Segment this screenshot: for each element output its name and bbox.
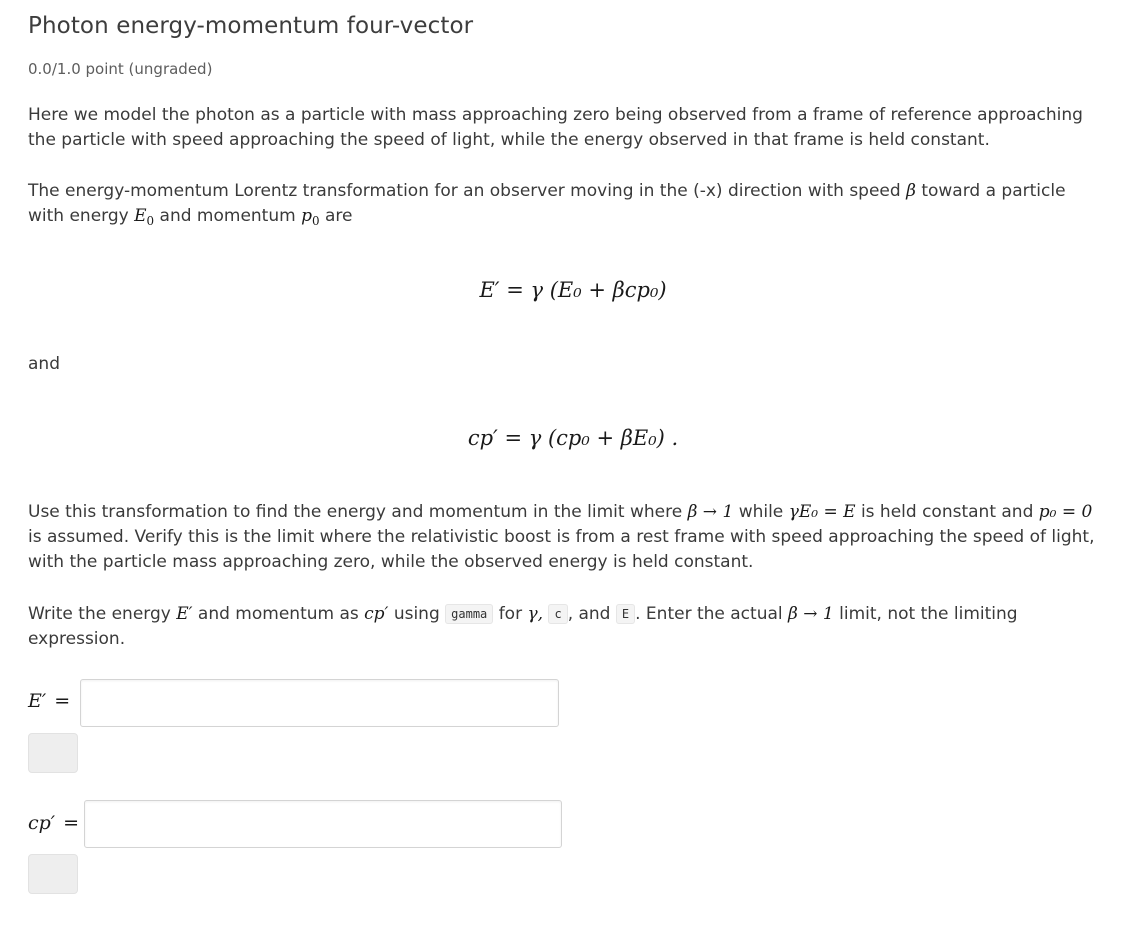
limit-text-2: while <box>738 502 784 522</box>
energy-check-button[interactable] <box>28 733 78 773</box>
instr-text-6: . Enter the actual <box>635 604 783 624</box>
transform-text-4: are <box>324 206 353 226</box>
limit-text-4: is assumed. Verify this is the limit where the relativistic boost is from a rest frame with speed approaching the speed of light, with the particle mass approaching zero, while the observed energy is held constant. <box>28 527 1095 572</box>
code-gamma: gamma <box>445 604 493 624</box>
instr-text-5: , and <box>567 604 611 624</box>
cp-prime-symbol: cp′ <box>364 604 389 624</box>
instr-text-3: using <box>393 604 440 624</box>
transform-paragraph <box>28 179 1103 234</box>
code-e: E <box>616 604 635 624</box>
momentum-answer-input[interactable] <box>84 800 562 848</box>
limit-paragraph <box>28 500 1103 575</box>
transform-text-1: The energy-momentum Lorentz transformation for an observer moving in the (-x) direction with speed <box>28 181 901 201</box>
p0-symbol: $p_0$ <box>301 206 320 228</box>
intro-paragraph: Here we model the photon as a particle with mass approaching zero being observed from a frame of reference approaching the particle with speed approaching the speed of light, while the energy observed in that frame is held constant. <box>28 105 1083 150</box>
gamma-symbol: γ, <box>527 604 544 624</box>
e-prime-symbol: E′ <box>176 604 193 624</box>
energy-answer-label: E′ = <box>28 690 71 712</box>
points-label: 0.0/1.0 point (ungraded) <box>28 60 213 78</box>
energy-answer-input[interactable] <box>80 679 559 727</box>
instr-text-1: Write the energy <box>28 604 171 624</box>
instr-text-4: for <box>498 604 523 624</box>
transform-text-2: toward a particle with energy <box>28 181 1066 226</box>
momentum-equation: cp′ = γ (cp₀ + βE₀) . <box>467 426 679 450</box>
problem-title: Photon energy-momentum four-vector <box>28 13 474 39</box>
instr-text-2: and momentum as <box>197 604 359 624</box>
e0-symbol: $E_0$ <box>134 206 155 228</box>
beta-limit-expr: β → 1 <box>687 502 734 522</box>
beta-symbol: β <box>906 181 916 201</box>
gamma-e-expr: γE₀ = E <box>788 502 856 522</box>
limit-text-3: is held constant and <box>860 502 1034 522</box>
energy-equation: E′ = γ (E₀ + βcp₀) <box>479 278 667 302</box>
momentum-answer-label: cp′ = <box>28 812 80 834</box>
code-c: c <box>548 604 567 624</box>
beta-limit-expr-2: β → 1 <box>788 604 834 624</box>
transform-text-3: and momentum <box>159 206 296 226</box>
and-label: and <box>28 354 60 374</box>
instructions-paragraph <box>28 602 1103 652</box>
limit-text-1: Use this transformation to find the energy and momentum in the limit where <box>28 502 683 522</box>
momentum-check-button[interactable] <box>28 854 78 894</box>
instr-text-7: limit, not the limiting expression. <box>28 604 1018 649</box>
p0-zero-expr: p₀ = 0 <box>1038 502 1093 522</box>
